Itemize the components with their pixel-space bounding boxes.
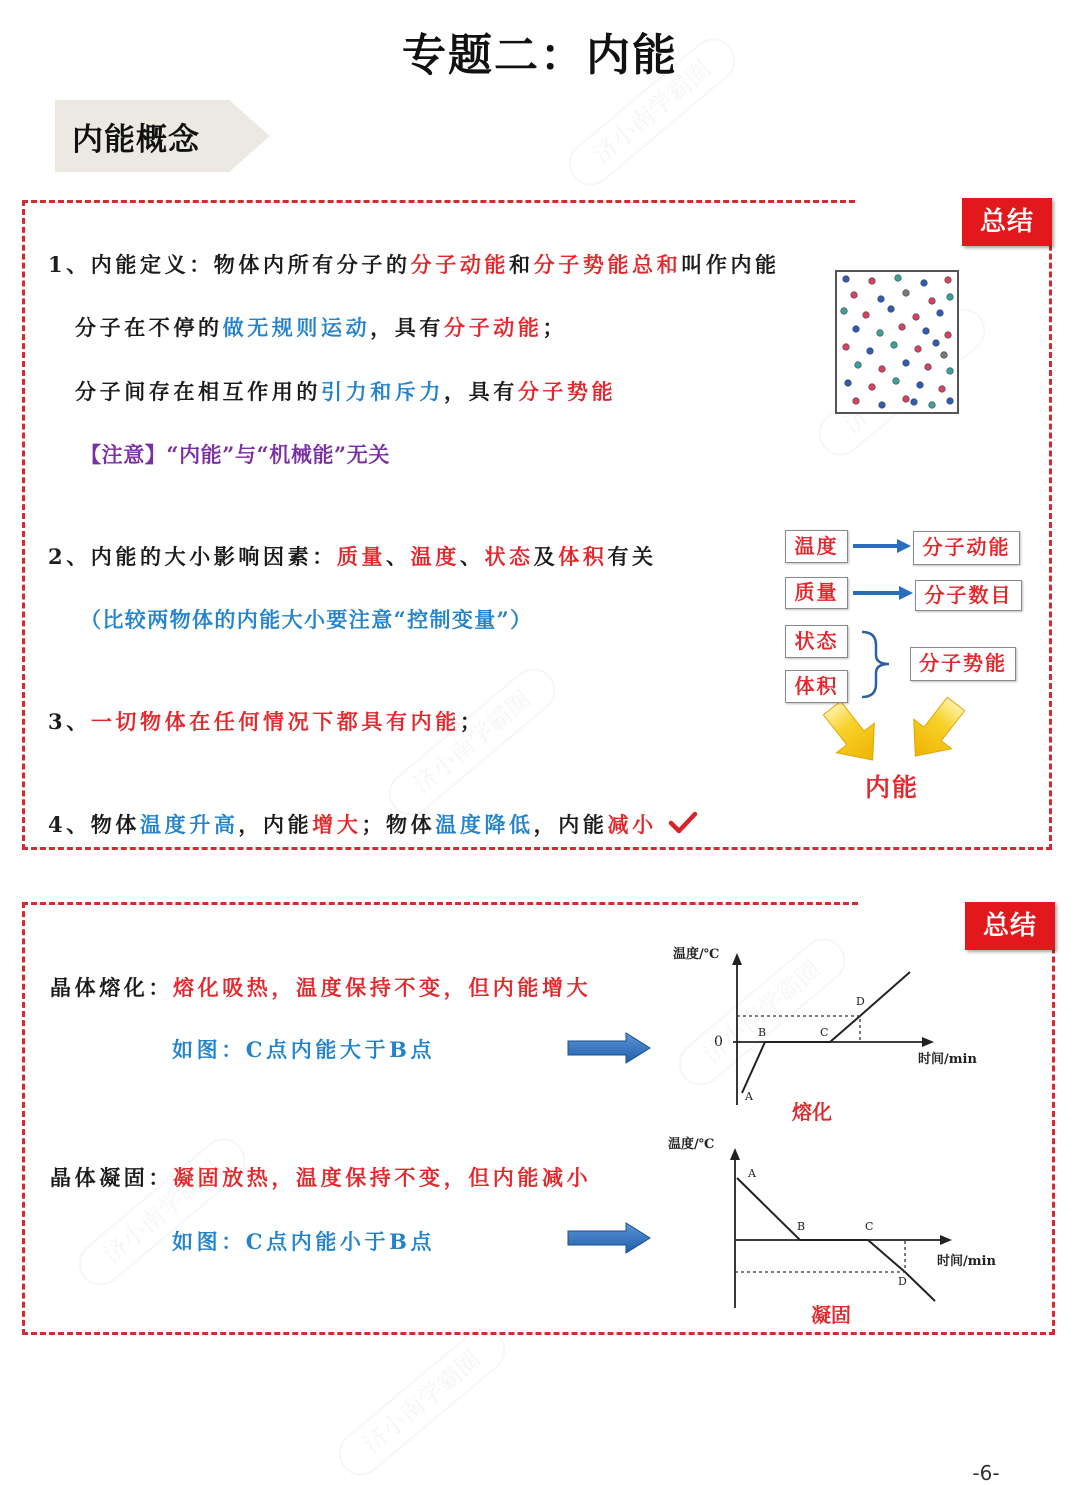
point-label-a: A [748, 1167, 756, 1180]
molecule-dot [899, 324, 906, 331]
molecule-dot [879, 366, 886, 373]
connector-text: 和 [509, 252, 534, 277]
factor-molecule-count: 分子数目 [915, 580, 1022, 611]
molecule-dot [945, 332, 952, 339]
molecule-dot [877, 330, 884, 337]
molecule-dot [878, 296, 885, 303]
molecule-diagram [835, 270, 959, 414]
molecule-dot [843, 276, 850, 283]
concept-line-note [80, 440, 390, 470]
definition-prefix: 1、内能定义：物体内所有分子的 [48, 252, 411, 277]
summary-badge: 总结 [965, 902, 1055, 950]
molecule-dot [917, 382, 924, 389]
definition-suffix: 叫作内能 [681, 252, 780, 277]
keyword-temperature-drop: 温度降低 [435, 812, 534, 837]
text-interaction: 分子间存在相互作用的 [75, 379, 321, 404]
melting-note: 如图：C点内能大于B点 [172, 1037, 436, 1062]
concept-line-forces [75, 377, 616, 407]
solidifying-graph [655, 1135, 1020, 1331]
factor-temperature: 温度 [785, 530, 848, 563]
molecule-dot [843, 344, 850, 351]
arrow-head [899, 586, 913, 600]
molecule-dot [925, 364, 932, 371]
point-label-c: C [820, 1026, 829, 1039]
molecule-dot [929, 298, 936, 305]
keyword-molecular-potential-energy: 分子势能 [517, 379, 617, 404]
factor-mass: 质量 [785, 577, 848, 609]
molecule-dot [869, 384, 876, 391]
solidifying-note-line [172, 1227, 435, 1257]
molecule-dot [941, 352, 948, 359]
x-axis-label: 时间/min [937, 1254, 996, 1269]
punctuation: 、 [386, 544, 411, 569]
keyword-decrease: 减小 [607, 812, 657, 837]
guide-dotted-line [737, 1016, 860, 1042]
point-label-c: C [865, 1220, 874, 1233]
concept-line-factors [48, 542, 657, 572]
point-label-b: B [797, 1220, 806, 1233]
punctuation: ； [542, 315, 568, 340]
page-title: 专题二：内能 [402, 30, 678, 81]
molecule-dot [933, 340, 940, 347]
molecule-dot [845, 380, 852, 387]
x-axis-label: 时间/min [918, 1052, 977, 1067]
page-number: -6- [972, 1461, 1000, 1485]
molecule-dot [947, 398, 954, 405]
concept-line-all-objects [48, 707, 484, 737]
section-tab-label: 内能概念 [72, 122, 200, 158]
y-axis-label: 温度/℃ [673, 947, 720, 962]
brace-icon [862, 632, 889, 697]
molecule-dot [915, 346, 922, 353]
molecule-dot [895, 275, 902, 282]
factors-prefix: 2、内能的大小影响因素： [48, 544, 337, 569]
note-text: “内能”与“机械能”无关 [166, 442, 390, 467]
text-internal-energy: ，内能 [238, 812, 313, 837]
keyword-volume: 体积 [558, 544, 608, 569]
keyword-all-objects-have-internal-energy: 一切物体在任何情况下都具有内能 [90, 709, 460, 734]
text-internal-energy: ，内能 [533, 812, 608, 837]
y-axis-label: 温度/℃ [668, 1137, 715, 1152]
melting-graph [660, 940, 1020, 1132]
melting-description: 熔化吸热，温度保持不变，但内能增大 [173, 975, 592, 1000]
factor-molecular-kinetic-energy: 分子动能 [913, 531, 1020, 565]
keyword-potential-energy-sum: 分子势能总和 [533, 252, 682, 277]
molecule-dot [841, 308, 848, 315]
molecule-dot [893, 378, 900, 385]
arrow-head [897, 539, 911, 553]
melting-line [50, 973, 591, 1003]
molecule-dot [853, 398, 860, 405]
point-label-d: D [898, 1275, 907, 1288]
y-axis-arrow [730, 1148, 740, 1160]
text-molecules-moving: 分子在不停的 [75, 315, 223, 340]
molecule-dot [929, 402, 936, 409]
melting-note-line [172, 1035, 435, 1065]
keyword-increase: 增大 [312, 812, 362, 837]
point-label-d: D [856, 995, 865, 1008]
point-label-a: A [745, 1090, 753, 1103]
crystal-box-top-border [22, 902, 858, 905]
solidifying-label: 晶体凝固： [50, 1165, 173, 1190]
item-number: 3、 [48, 709, 91, 734]
right-arrow-icon [566, 1032, 654, 1064]
factors-suffix: 有关 [607, 544, 657, 569]
melting-label: 晶体熔化： [50, 975, 173, 1000]
molecule-dot [869, 278, 876, 285]
molecule-dot [947, 294, 954, 301]
keyword-random-motion: 做无规则运动 [222, 315, 371, 340]
molecule-dot [867, 348, 874, 355]
keyword-temperature-rise: 温度升高 [140, 812, 239, 837]
solidifying-caption: 凝固 [811, 1303, 851, 1327]
concept-line-motion [75, 313, 567, 343]
molecule-dot [903, 360, 910, 367]
molecule-dot [937, 310, 944, 317]
concept-line-temperature-change [48, 810, 657, 840]
y-axis-arrow [732, 953, 742, 965]
solidifying-description: 凝固放热，温度保持不变，但内能减小 [173, 1165, 592, 1190]
punctuation: 、 [459, 544, 485, 569]
molecule-dot [851, 292, 858, 299]
punctuation: ； [459, 709, 485, 734]
molecule-dot [913, 314, 920, 321]
keyword-molecular-kinetic-energy: 分子动能 [410, 252, 510, 277]
molecule-dot [945, 277, 952, 284]
summary-badge: 总结 [962, 198, 1052, 246]
origin-label: 0 [714, 1034, 723, 1050]
concept-box-top-border [22, 200, 855, 203]
text-object: ；物体 [361, 812, 436, 837]
molecule-dot [879, 402, 886, 409]
keyword-state: 状态 [484, 544, 534, 569]
molecule-dot [921, 280, 928, 287]
molecule-dot [923, 328, 930, 335]
text-object: 4、物体 [48, 812, 141, 837]
molecule-dot [888, 306, 895, 313]
factor-state: 状态 [785, 625, 848, 658]
molecule-dot [903, 396, 910, 403]
point-label-b: B [758, 1026, 767, 1039]
watermark [330, 1320, 515, 1485]
melting-caption: 熔化 [792, 1100, 832, 1124]
connector-text: 及 [533, 544, 559, 569]
molecule-dot [903, 290, 910, 297]
factor-volume: 体积 [785, 670, 848, 703]
molecule-dot [939, 386, 946, 393]
yellow-arrow-icon [896, 689, 974, 771]
molecule-dot [947, 368, 954, 375]
note-label: 【注意】 [80, 442, 167, 467]
right-arrow-icon [566, 1222, 654, 1254]
molecule-dot [911, 399, 918, 406]
text-having: ，具有 [444, 379, 518, 404]
x-axis-arrow [922, 1037, 934, 1047]
concept-line-definition [48, 250, 780, 280]
molecule-dot [855, 362, 862, 369]
molecule-dot [863, 312, 870, 319]
solidifying-line [50, 1163, 591, 1193]
control-variable-note: （比较两物体的内能大小要注意“控制变量”） [80, 607, 533, 632]
concept-line-control-variable [80, 605, 533, 635]
molecule-dot [853, 326, 860, 333]
yellow-arrow-icon [813, 693, 891, 775]
guide-dotted-line [735, 1240, 905, 1272]
text-having: ，具有 [370, 315, 445, 340]
keyword-temperature: 温度 [410, 544, 460, 569]
molecule-dot [891, 342, 898, 349]
solidifying-note: 如图：C点内能小于B点 [172, 1229, 436, 1254]
keyword-attraction-repulsion: 引力和斥力 [321, 379, 444, 404]
keyword-mass: 质量 [336, 544, 387, 569]
result-internal-energy: 内能 [864, 773, 919, 802]
x-axis-arrow [940, 1235, 952, 1245]
checkmark-icon [668, 810, 698, 836]
keyword-molecular-kinetic-energy: 分子动能 [444, 315, 543, 340]
factor-molecular-potential-energy: 分子势能 [910, 647, 1016, 681]
